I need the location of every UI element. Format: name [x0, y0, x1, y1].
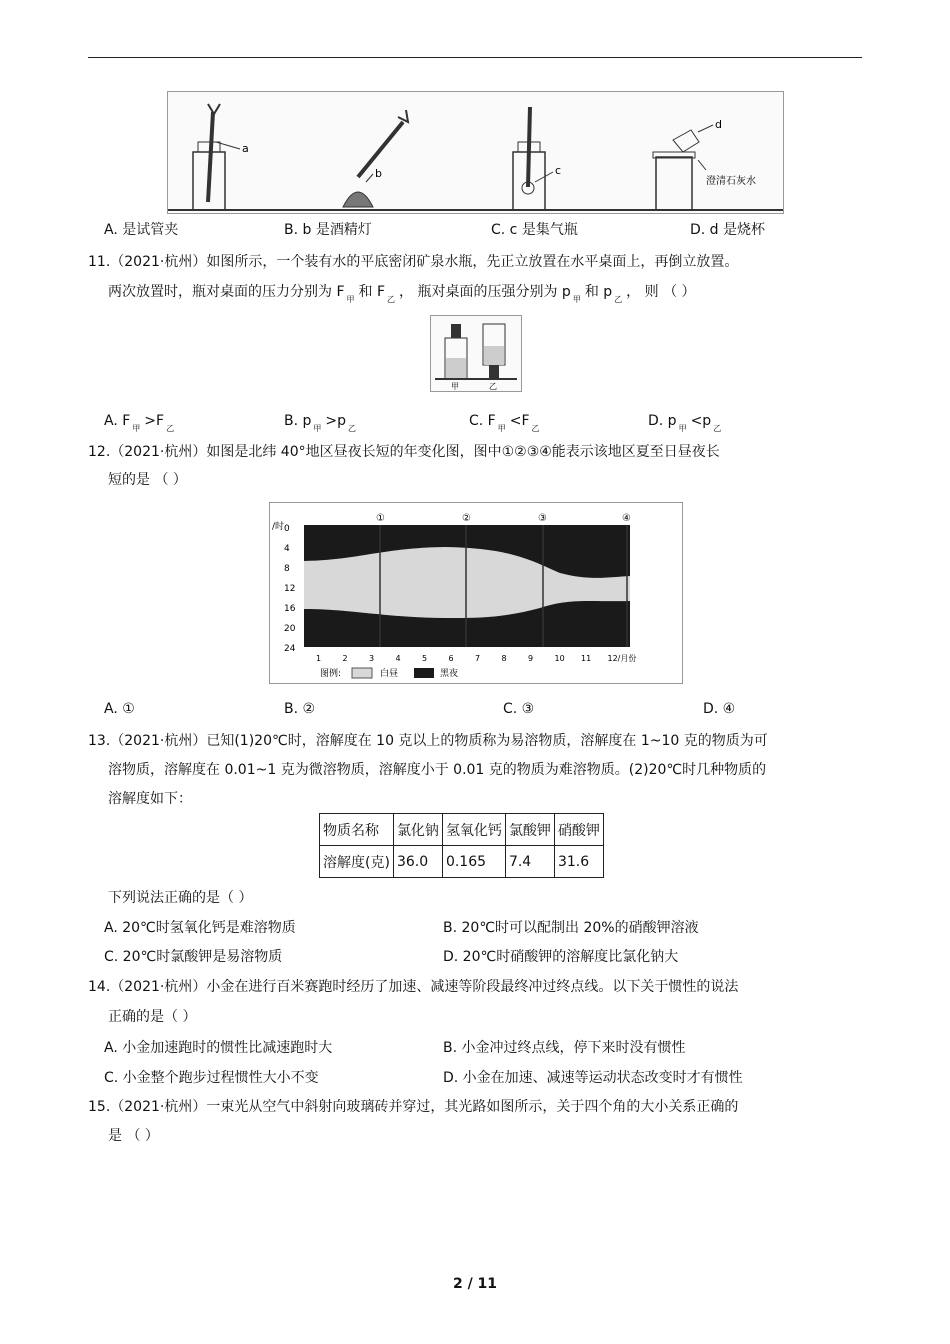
- marker-label: ②: [462, 513, 471, 524]
- x-tick-label: 4: [395, 654, 401, 663]
- header-rule: [88, 57, 862, 58]
- q11-option-b[interactable]: B. p $_甲$ >p $_乙$: [284, 413, 357, 433]
- q13-option-d[interactable]: D. 20℃时硝酸钾的溶解度比氯化钠大: [443, 949, 679, 965]
- q12-stem-line2: 短的是 （ ）: [108, 472, 187, 488]
- limewater-label: 澄清石灰水: [706, 176, 756, 187]
- daylength-chart: [269, 502, 683, 684]
- q12-option-d[interactable]: D. ④: [703, 701, 736, 717]
- q10-option-c[interactable]: C. c 是集气瓶: [491, 222, 578, 238]
- legend-night-swatch: [414, 668, 434, 678]
- x-tick-label: 2: [342, 654, 348, 663]
- y-unit: /时: [272, 522, 285, 532]
- q11-option-c[interactable]: C. F $_甲$ <F $_乙$: [469, 413, 540, 433]
- q11-option-d[interactable]: D. p $_甲$ <p $_乙$: [648, 413, 722, 433]
- q11-stem-line2: 两次放置时，瓶对桌面的压力分别为 F $_甲$ 和 F $_乙$ ， 瓶对桌面的压强分别为 p $_甲$ 和 p $_乙$ ， 则 （ ）: [108, 284, 696, 304]
- q15-stem-line2: 是 （ ）: [108, 1128, 159, 1144]
- q12-stem-line1: 12.（2021·杭州）如图是北纬 40°地区昼夜长短的年变化图，图中①②③④能表示该地区夏至日昼夜长: [88, 444, 720, 460]
- y-tick-label: 4: [284, 544, 290, 554]
- marker-label: ①: [376, 513, 385, 524]
- x-ticks: [316, 653, 636, 663]
- q11-option-a[interactable]: A. F $_甲$ >F $_乙$: [104, 413, 175, 433]
- table-cell: 氯化钠: [393, 814, 442, 846]
- x-tick-label: 3: [369, 654, 375, 663]
- solubility-table: [319, 813, 604, 878]
- table-cell: 氯酸钾: [505, 814, 554, 846]
- table-cell: 0.165: [442, 846, 505, 878]
- table-row: [320, 846, 604, 878]
- x-tick-label: 9: [528, 654, 534, 663]
- x-tick-label: 10: [554, 654, 565, 663]
- y-tick-label: 0: [284, 524, 290, 534]
- x-tick-label: 8: [501, 654, 507, 663]
- x-tick-label: 11: [581, 654, 592, 663]
- jar-with-clamp-a: [193, 104, 249, 210]
- q13-stem-line3: 溶解度如下：: [108, 791, 192, 807]
- q13-option-c[interactable]: C. 20℃时氯酸钾是易溶物质: [104, 949, 283, 965]
- table-cell: 硝酸钾: [554, 814, 603, 846]
- bottle-upright: [445, 324, 467, 379]
- bottle-inverted: [483, 324, 505, 379]
- q12-option-c[interactable]: C. ③: [503, 701, 535, 717]
- q14-option-c[interactable]: C. 小金整个跑步过程惯性大小不变: [104, 1070, 319, 1086]
- lab-apparatus-figure: [167, 91, 784, 214]
- x-tick-label: 12/月份: [607, 654, 637, 663]
- q14-stem-line1: 14.（2021·杭州）小金在进行百米赛跑时经历了加速、减速等阶段最终冲过终点线。以下关于惯性的说法: [88, 979, 739, 995]
- marker-label: ③: [538, 513, 547, 524]
- table-header-row: [320, 814, 604, 846]
- label-b: b: [375, 167, 382, 180]
- q14-option-d[interactable]: D. 小金在加速、减速等运动状态改变时才有惯性: [443, 1070, 743, 1086]
- table-cell: 31.6: [554, 846, 603, 878]
- bottle-figure: [430, 315, 522, 392]
- q14-option-a[interactable]: A. 小金加速跑时的惯性比减速跑时大: [104, 1040, 333, 1056]
- q15-stem-line1: 15.（2021·杭州）一束光从空气中斜射向玻璃砖并穿过，其光路如图所示，关于四个角的大小关系正确的: [88, 1099, 739, 1115]
- q12-option-a[interactable]: A. ①: [104, 701, 135, 717]
- legend-night-label: 黑夜: [440, 669, 459, 679]
- y-tick-label: 12: [284, 584, 296, 594]
- x-tick-label: 7: [475, 654, 481, 663]
- q14-option-b[interactable]: B. 小金冲过终点线，停下来时没有惯性: [443, 1040, 686, 1056]
- label-d: d: [715, 118, 722, 131]
- table-cell: 36.0: [393, 846, 442, 878]
- y-tick-label: 16: [284, 604, 296, 614]
- legend-day-swatch: [352, 668, 372, 678]
- q10-option-b[interactable]: B. b 是酒精灯: [284, 222, 372, 238]
- q13-prompt: 下列说法正确的是（ ）: [108, 890, 253, 906]
- q10-option-d[interactable]: D. d 是烧杯: [690, 222, 766, 238]
- markers: [376, 513, 631, 524]
- table-cell: 7.4: [505, 846, 554, 878]
- beaker-d: [653, 118, 756, 210]
- legend-title: 图例:: [320, 669, 342, 679]
- q13-stem-line1: 13.（2021·杭州）已知(1)20℃时，溶解度在 10 克以上的物质称为易溶物质，溶解度在 1~10 克的物质为可: [88, 733, 768, 749]
- q13-option-a[interactable]: A. 20℃时氢氧化钙是难溶物质: [104, 920, 296, 936]
- label-yi: 乙: [489, 382, 497, 391]
- q13-stem-line2: 溶物质，溶解度在 0.01~1 克为微溶物质，溶解度小于 0.01 克的物质为难溶物质。(2)20℃时几种物质的: [108, 762, 767, 778]
- q12-option-b[interactable]: B. ②: [284, 701, 316, 717]
- y-tick-label: 8: [284, 564, 290, 574]
- x-tick-label: 1: [316, 654, 322, 663]
- table-cell: 溶解度(克): [320, 846, 394, 878]
- label-a: a: [242, 142, 249, 155]
- page-number: 2 / 11: [452, 1276, 498, 1292]
- q11-stem-line1: 11.（2021·杭州）如图所示，一个装有水的平底密闭矿泉水瓶，先正立放置在水平桌面上，再倒立放置。: [88, 254, 739, 270]
- table-cell: 物质名称: [320, 814, 394, 846]
- y-ticks: [284, 524, 296, 654]
- q10-option-a[interactable]: A. 是试管夹: [104, 222, 179, 238]
- x-tick-label: 6: [448, 654, 454, 663]
- marker-label: ④: [622, 513, 631, 524]
- y-tick-label: 24: [284, 644, 296, 654]
- table-cell: 氢氧化钙: [442, 814, 505, 846]
- y-tick-label: 20: [284, 624, 296, 634]
- legend-day-label: 白昼: [380, 669, 399, 679]
- q13-option-b[interactable]: B. 20℃时可以配制出 20%的硝酸钾溶液: [443, 920, 699, 936]
- x-tick-label: 5: [422, 654, 428, 663]
- label-jia: 甲: [451, 382, 459, 391]
- jar-c: [513, 107, 561, 210]
- q14-stem-line2: 正确的是（ ）: [108, 1009, 197, 1025]
- label-c: c: [555, 164, 562, 177]
- burner-b: [343, 110, 408, 207]
